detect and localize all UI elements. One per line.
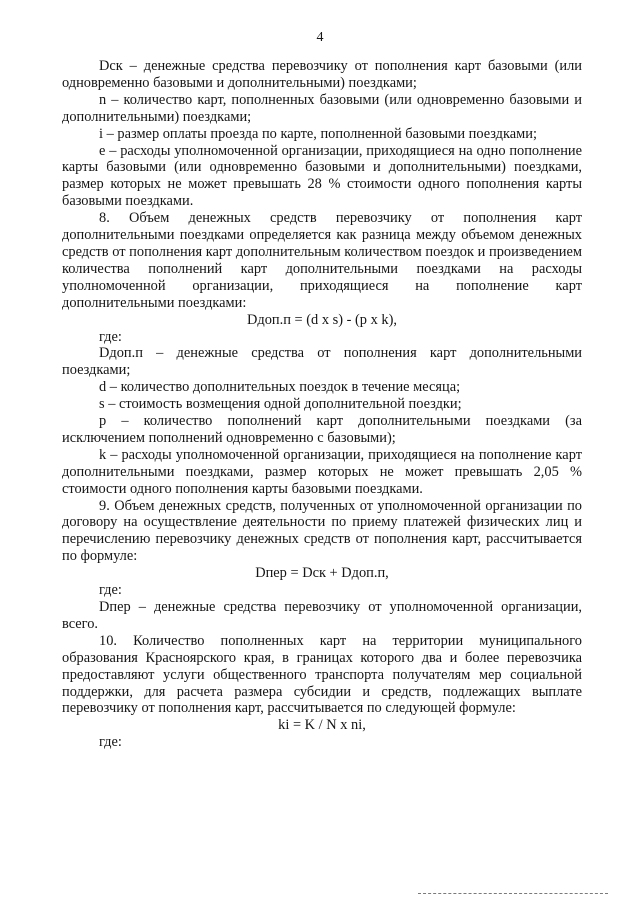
definition-dsk: Dск – денежные средства перевозчику от пополнения карт базовыми (или одновременно базовыми и дополнительными) поездками;: [62, 58, 582, 91]
definition-dper: Dпер – денежные средства перевозчику от уполномоченной организации, всего.: [62, 599, 582, 632]
definition-ddop: Dдоп.п – денежные средства от пополнения карт дополнительными поездками;: [62, 345, 582, 379]
formula-dper: Dпер = Dск + Dдоп.п,: [255, 565, 389, 582]
where-label: где:: [99, 328, 122, 345]
document-body: [62, 58, 582, 751]
definition-d: d – количество дополнительных поездок в течение месяца;: [99, 379, 461, 396]
formula-ddop: Dдоп.п = (d x s) - (p x k),: [247, 311, 397, 328]
formula-ki: ki = K / N x ni,: [278, 717, 366, 734]
definition-p: p – количество пополнений карт дополнительными поездками (за исключением пополнений одновременно с базовыми);: [62, 413, 582, 446]
where-label: где:: [99, 582, 122, 599]
definition-s: s – стоимость возмещения одной дополнительной поездки;: [99, 396, 462, 413]
footer-rule: [418, 893, 608, 894]
where-label: где:: [99, 734, 122, 751]
clause-9: 9. Объем денежных средств, полученных от уполномоченной организации по договору на осуществление деятельности по приему платежей физических лиц и перечислению перевозчику денежных средств от пополнения карт, рассчитывается по формуле:: [62, 497, 582, 565]
definition-k: k – расходы уполномоченной организации, приходящиеся на пополнение карт дополнительными поездками, размер которых не может превышать 2,05 % стоимости одного пополнения карты базовыми поездками.: [62, 446, 582, 497]
definition-e: e – расходы уполномоченной организации, приходящиеся на одно пополнение карты базовыми (или одновременно базовыми и дополнительными) поездками, размер которых не может превышать 28 % стоимости одного пополнения карты базовыми поездками.: [62, 142, 582, 210]
clause-8: 8. Объем денежных средств перевозчику от пополнения карт дополнительными поездками определяется как разница между объемом денежных средств от пополнения карт дополнительным количеством поездок и произведением количества пополнений карт дополнительными поездками на расходы уполномоченной организации, приходящиеся на пополнение карт дополнительными поездками:: [62, 210, 582, 311]
definition-n: n – количество карт, пополненных базовыми (или одновременно базовыми и дополнительными) поездками;: [62, 91, 582, 125]
definition-i: i – размер оплаты проезда по карте, пополненной базовыми поездками;: [99, 125, 537, 142]
page-number: 4: [316, 30, 324, 45]
clause-10: 10. Количество пополненных карт на территории муниципального образования Красноярского края, в границах которого два и более перевозчика предоставляют услуги общественного транспорта получателям мер социальной поддержки, для расчета размера субсидии и средств, подлежащих выплате перевозчику от пополнения карт, рассчитывается по следующей формуле:: [62, 632, 582, 717]
